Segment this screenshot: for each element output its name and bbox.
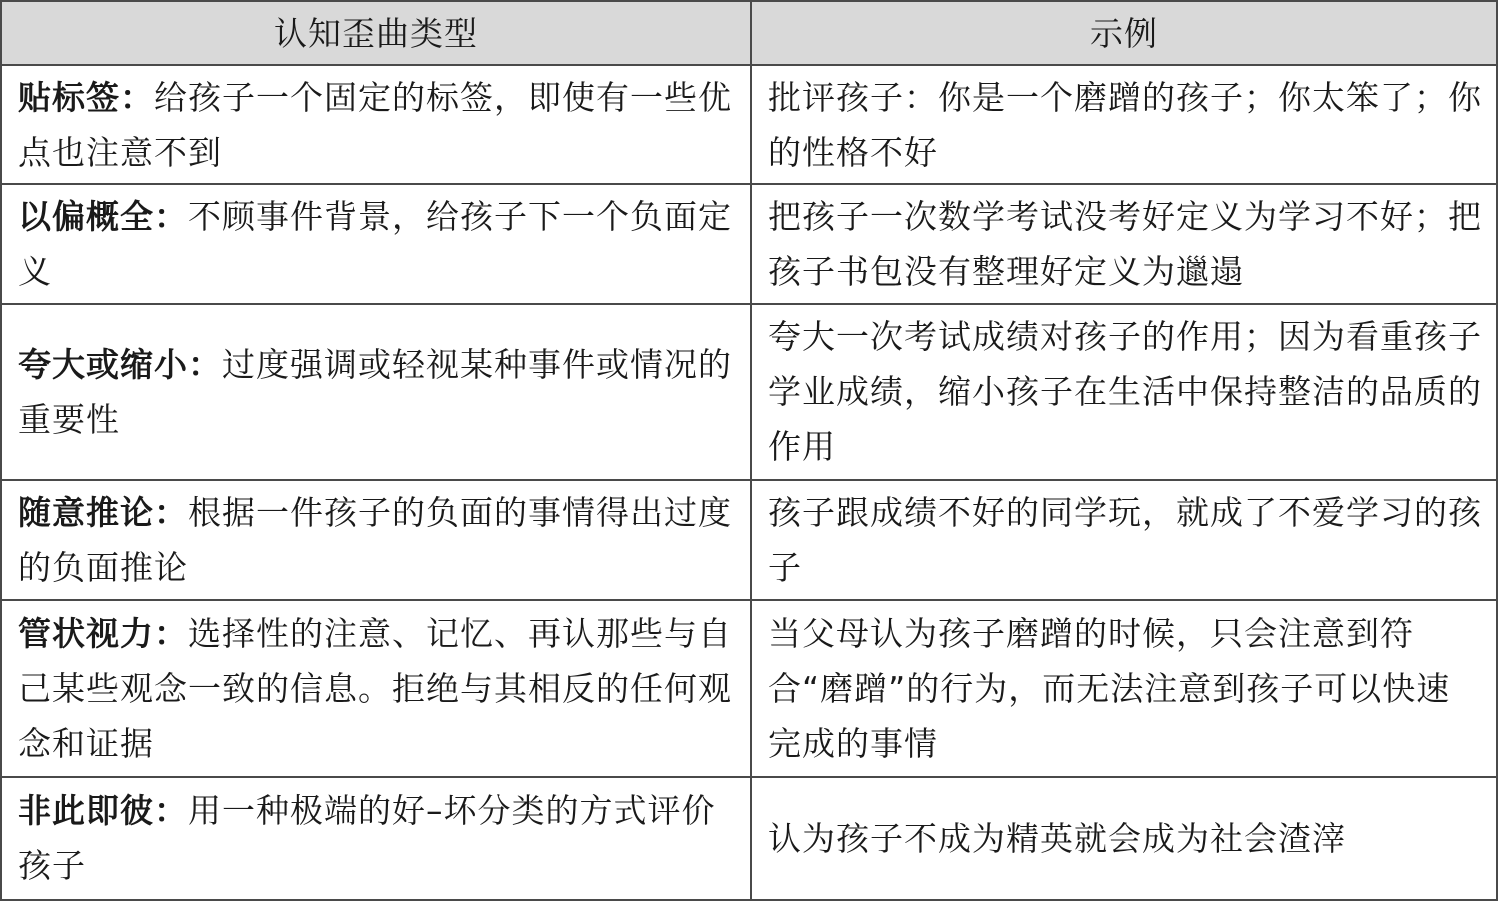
table-row: [1, 777, 1497, 900]
distortion-term: 非此即彼：: [18, 791, 188, 831]
distortion-term: 管状视力：: [18, 613, 188, 653]
table-header: [1, 1, 1497, 65]
example-cell: 把孩子一次数学考试没考好定义为学习不好；把孩子书包没有整理好定义为邋遢: [751, 184, 1497, 303]
distortion-type-cell: [1, 65, 751, 184]
distortion-type-cell: [1, 600, 751, 777]
distortion-description: 选择性的注意、记忆、再认那些与自己某些观念一致的信息。拒绝与其相反的任何观念和证据: [18, 613, 732, 763]
header-example: 示例: [751, 1, 1497, 65]
distortion-description: 给孩子一个固定的标签，即使有一些优点也注意不到: [18, 77, 732, 172]
example-cell: 当父母认为孩子磨蹭的时候，只会注意到符合“磨蹭”的行为，而无法注意到孩子可以快速完成的事情: [751, 600, 1497, 777]
header-row: [1, 1, 1497, 65]
distortion-term: 夸大或缩小：: [18, 344, 222, 384]
table-body: [1, 65, 1497, 900]
example-cell: 孩子跟成绩不好的同学玩，就成了不爱学习的孩子: [751, 480, 1497, 599]
table-row: [1, 184, 1497, 303]
distortion-description: 不顾事件背景，给孩子下一个负面定义: [18, 196, 732, 291]
distortion-term: 贴标签：: [18, 77, 154, 117]
example-cell: 认为孩子不成为精英就会成为社会渣滓: [751, 777, 1497, 900]
distortion-type-cell: [1, 184, 751, 303]
table-row: [1, 480, 1497, 599]
example-cell: 批评孩子：你是一个磨蹭的孩子；你太笨了；你的性格不好: [751, 65, 1497, 184]
distortion-description: 根据一件孩子的负面的事情得出过度的负面推论: [18, 493, 732, 588]
distortion-type-cell: [1, 480, 751, 599]
table-row: [1, 304, 1497, 481]
distortion-description: 过度强调或轻视某种事件或情况的重要性: [18, 344, 732, 439]
distortion-term: 随意推论：: [18, 493, 188, 533]
distortion-term: 以偏概全：: [18, 196, 188, 236]
table-row: [1, 65, 1497, 184]
distortion-type-cell: [1, 304, 751, 481]
table-row: [1, 600, 1497, 777]
header-distortion-type: 认知歪曲类型: [1, 1, 751, 65]
example-cell: 夸大一次考试成绩对孩子的作用；因为看重孩子学业成绩，缩小孩子在生活中保持整洁的品质的作用: [751, 304, 1497, 481]
distortion-type-cell: [1, 777, 751, 900]
distortion-description: 用一种极端的好–坏分类的方式评价孩子: [18, 791, 716, 886]
